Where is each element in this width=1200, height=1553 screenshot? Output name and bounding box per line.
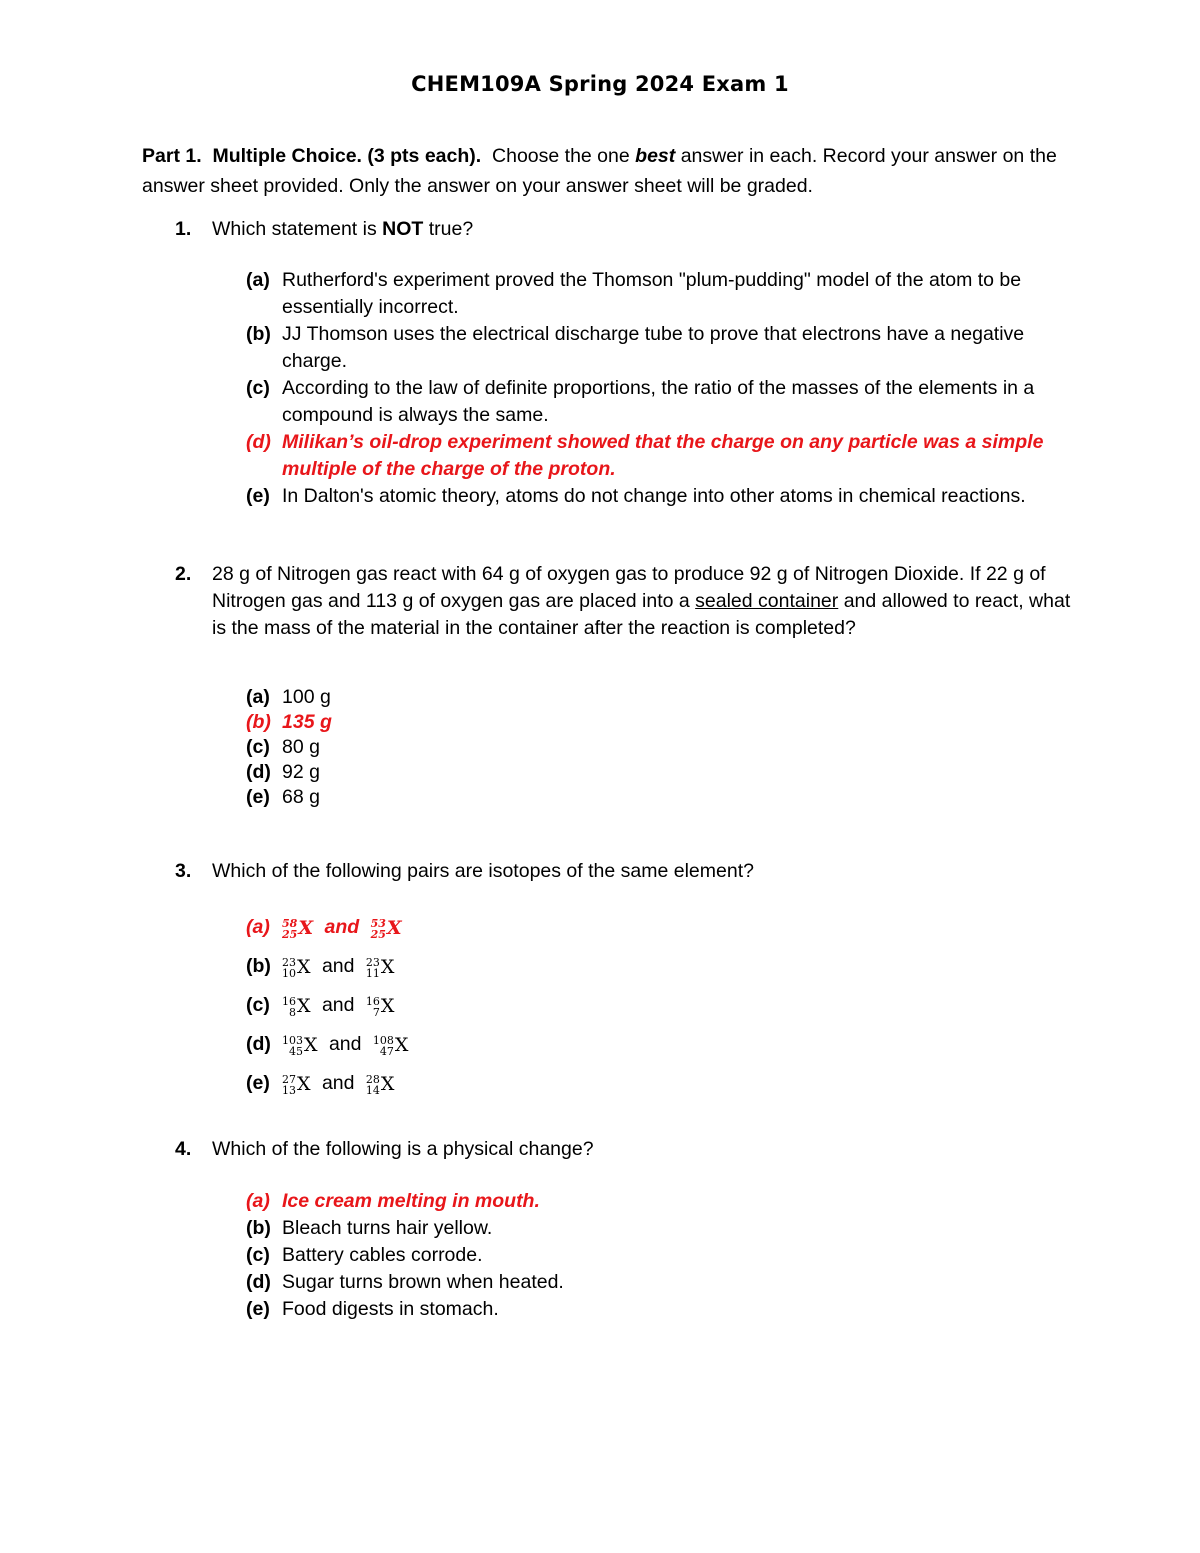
question-number: 1. (175, 218, 192, 240)
mass-number: 27 (282, 1072, 296, 1086)
element-symbol: X (298, 917, 314, 939)
mass-number: 103 (282, 1033, 303, 1047)
option-c[interactable] (246, 735, 1066, 760)
question-stem: Which of the following pairs are isotopes of the same element? (212, 860, 754, 882)
atomic-number: 8 (289, 1005, 296, 1019)
element-symbol: X (297, 956, 311, 978)
stem-text: Which statement is (212, 218, 377, 240)
option-letter: (c) (246, 736, 270, 758)
question-2-options (246, 685, 1066, 810)
option-letter: (d) (246, 1033, 271, 1055)
question-3-options (246, 908, 1066, 1103)
option-e[interactable] (246, 785, 1066, 810)
mass-number: 58 (282, 916, 298, 930)
atomic-number: 25 (370, 927, 386, 941)
element-symbol: X (380, 1073, 395, 1095)
option-letter: (d) (246, 431, 271, 453)
option-letter: (c) (246, 377, 270, 399)
question-1 (175, 216, 1075, 243)
question-2 (175, 561, 1075, 642)
option-text: Battery cables corrode. (282, 1244, 483, 1266)
and-text: and (321, 994, 355, 1017)
atomic-number: 47 (379, 1044, 394, 1058)
mass-number: 108 (372, 1033, 394, 1047)
and-text: and (328, 1033, 362, 1056)
nuclide-notation (366, 986, 395, 1026)
option-text: Rutherford's experiment proved the Thomson "plum-pudding" model of the atom to be essentially incorrect. (282, 269, 1022, 318)
atomic-number: 11 (365, 966, 380, 980)
question-stem: Which of the following is a physical change? (212, 1138, 594, 1160)
option-letter: (a) (246, 916, 270, 938)
option-e[interactable] (246, 1296, 1066, 1323)
option-letter: (e) (246, 786, 270, 808)
nuclide-notation (366, 1064, 395, 1104)
intro-text-a: Choose the one (492, 145, 630, 167)
option-c[interactable] (246, 986, 1066, 1025)
intro-text-b: answer in each. Record your answer on the answer sheet provided. Only the answer on your answer sheet will be graded. (142, 145, 1057, 197)
question-number: 4. (175, 1138, 192, 1160)
option-d[interactable] (246, 1025, 1066, 1064)
element-symbol: X (380, 956, 395, 978)
question-stem (212, 561, 1075, 642)
option-a-correct[interactable] (246, 1188, 1066, 1215)
option-letter: (b) (246, 323, 271, 345)
mass-number: 23 (282, 955, 296, 969)
option-text: Bleach turns hair yellow. (282, 1217, 493, 1239)
option-e[interactable] (246, 483, 1066, 510)
element-symbol: X (304, 1034, 318, 1056)
option-text: 135 g (282, 711, 332, 733)
part-intro (142, 141, 1062, 201)
option-letter: (e) (246, 1298, 270, 1320)
element-symbol: X (380, 995, 395, 1017)
question-1-options (246, 267, 1066, 510)
atomic-number: 45 (289, 1044, 303, 1058)
option-letter: (a) (246, 269, 270, 291)
option-letter: (b) (246, 711, 271, 733)
option-letter: (e) (246, 485, 270, 507)
option-letter: (a) (246, 686, 270, 708)
atomic-number: 25 (282, 927, 298, 941)
nuclide-notation (282, 986, 311, 1026)
option-letter: (c) (246, 1244, 270, 1266)
nuclide-notation (371, 908, 402, 948)
atomic-number: 13 (282, 1083, 296, 1097)
and-text: and (324, 916, 360, 939)
atomic-number: 10 (282, 966, 296, 980)
option-text: JJ Thomson uses the electrical discharge tube to prove that electrons have a negative charge. (282, 323, 1025, 372)
option-b-correct[interactable] (246, 710, 1066, 735)
option-a[interactable] (246, 267, 1066, 321)
option-text: Food digests in stomach. (282, 1298, 499, 1320)
option-text: 68 g (282, 786, 320, 808)
mass-number: 23 (365, 955, 380, 969)
question-3 (175, 858, 1075, 885)
nuclide-notation (282, 1064, 311, 1104)
option-letter: (b) (246, 1217, 271, 1239)
option-text: According to the law of definite proportions, the ratio of the masses of the elements in a compound is always the same. (282, 377, 1035, 426)
stem-underlined: sealed container (695, 590, 839, 612)
nuclide-notation (282, 947, 311, 987)
option-b[interactable] (246, 1215, 1066, 1242)
question-number: 2. (175, 563, 192, 585)
question-number: 3. (175, 860, 192, 882)
option-d[interactable] (246, 1269, 1066, 1296)
mass-number: 16 (282, 994, 296, 1008)
element-symbol: X (386, 917, 402, 939)
question-stem (212, 216, 1075, 243)
part-heading: Multiple Choice. (3 pts each). (212, 145, 482, 167)
option-letter: (d) (246, 1271, 271, 1293)
option-text: 80 g (282, 736, 320, 758)
option-text: Sugar turns brown when heated. (282, 1271, 564, 1293)
option-e[interactable] (246, 1064, 1066, 1103)
option-text: 100 g (282, 686, 331, 708)
mass-number: 28 (365, 1072, 380, 1086)
nuclide-notation (373, 1025, 409, 1065)
option-text: Ice cream melting in mouth. (282, 1190, 540, 1212)
atomic-number: 14 (365, 1083, 380, 1097)
option-text: In Dalton's atomic theory, atoms do not change into other atoms in chemical reactions. (282, 485, 1026, 507)
option-b[interactable] (246, 947, 1066, 986)
option-text: Milikan’s oil-drop experiment showed that the charge on any particle was a simple multiple of the charge of the proton. (282, 431, 1044, 480)
nuclide-notation (282, 1025, 318, 1065)
option-letter: (e) (246, 1072, 270, 1094)
option-letter: (d) (246, 761, 271, 783)
stem-text: 28 g of Nitrogen gas react with 64 g of oxygen gas to produce 92 g of Nitrogen Dioxide. If 22 g of Nitrogen gas and 113 g of oxygen gas are placed into a (212, 563, 1046, 612)
element-symbol: X (297, 995, 311, 1017)
option-letter: (a) (246, 1190, 270, 1212)
mass-number: 53 (370, 916, 386, 930)
option-letter: (c) (246, 994, 270, 1016)
question-4 (175, 1136, 1075, 1163)
option-c[interactable] (246, 1242, 1066, 1269)
option-text: 92 g (282, 761, 320, 783)
question-4-options (246, 1188, 1066, 1323)
option-d-correct[interactable] (246, 429, 1066, 483)
page-title: CHEM109A Spring 2024 Exam 1 (411, 72, 789, 96)
atomic-number: 7 (372, 1005, 380, 1019)
and-text: and (321, 1072, 355, 1095)
option-a[interactable] (246, 685, 1066, 710)
element-symbol: X (394, 1034, 409, 1056)
element-symbol: X (297, 1073, 311, 1095)
option-a-correct[interactable] (246, 908, 1066, 947)
mass-number: 16 (365, 994, 380, 1008)
stem-text: true? (428, 218, 474, 240)
and-text: and (321, 955, 355, 978)
intro-best: best (635, 145, 676, 167)
part-label: Part 1. (142, 145, 202, 167)
nuclide-notation (282, 908, 313, 948)
stem-emphasis: NOT (382, 218, 424, 240)
stem-text: and allowed to react, what is the mass of the material in the container after the reaction is completed? (212, 590, 1071, 639)
option-d[interactable] (246, 760, 1066, 785)
option-c[interactable] (246, 375, 1066, 429)
option-b[interactable] (246, 321, 1066, 375)
nuclide-notation (366, 947, 395, 987)
option-letter: (b) (246, 955, 271, 977)
